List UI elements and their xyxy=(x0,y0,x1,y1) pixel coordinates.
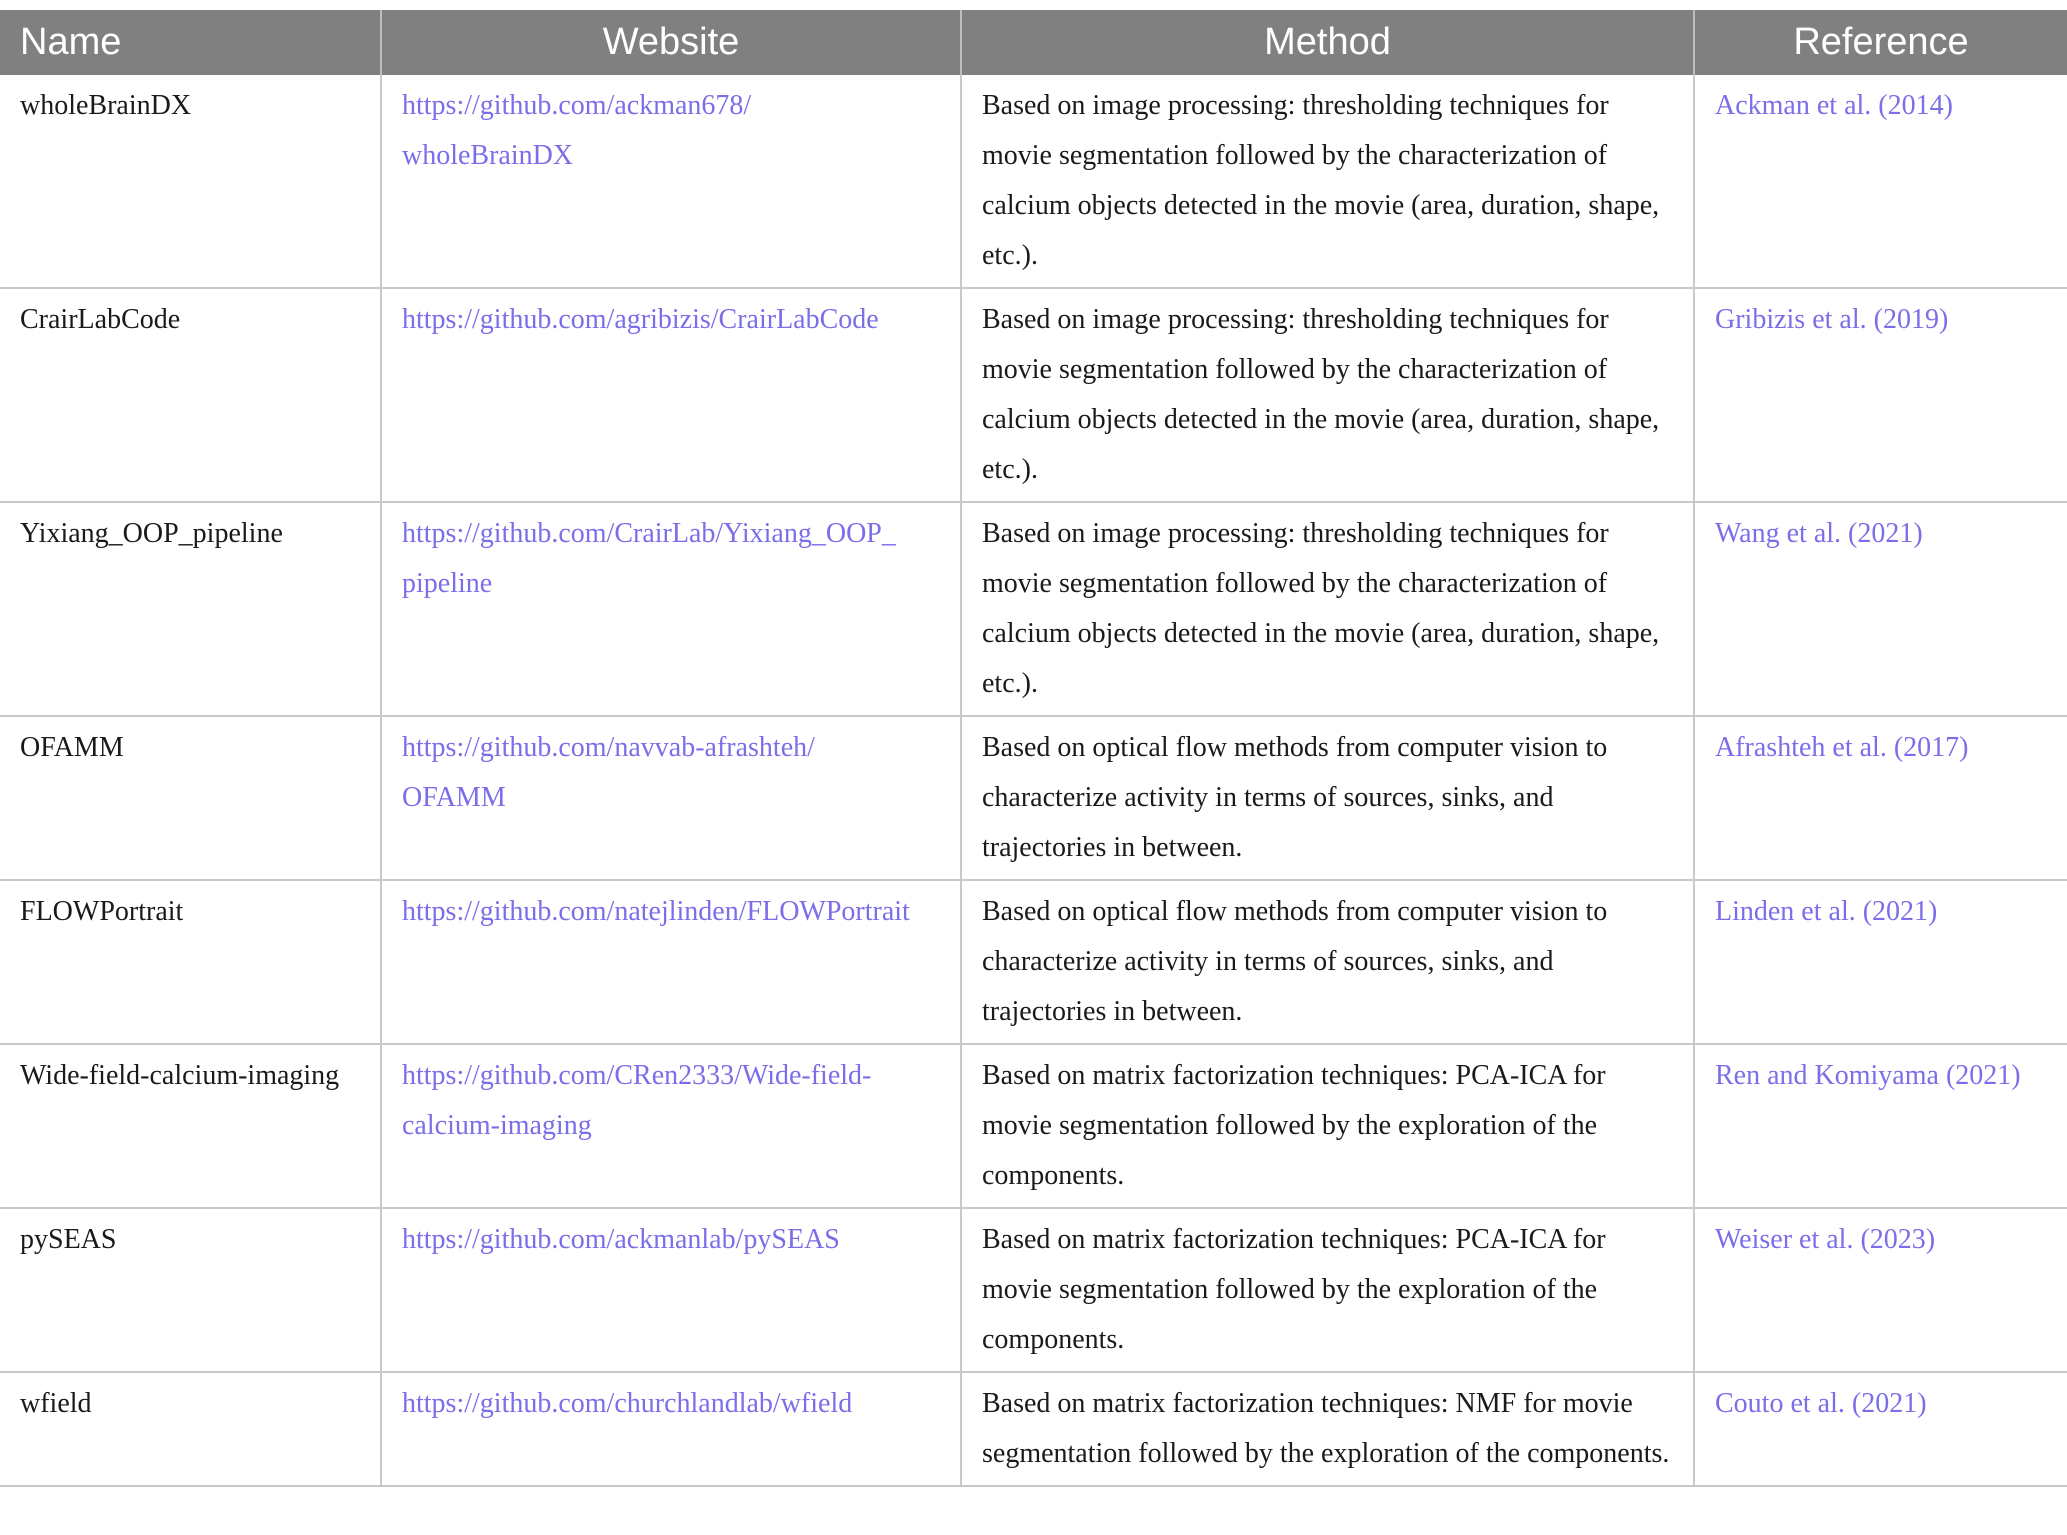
website-link-text: https://github.com/ackmanlab/pySEAS xyxy=(402,1224,840,1255)
website-link[interactable] xyxy=(402,887,940,937)
table-row xyxy=(0,880,2067,1044)
cell-method: Based on matrix factorization techniques: PCA-ICA for movie segmentation followed by the exploration of the components. xyxy=(961,1044,1694,1208)
cell-website xyxy=(381,75,961,288)
website-link-text: https://github.com/agribizis/CrairLabCode xyxy=(402,304,879,335)
website-link-text: https://github.com/CRen2333/Wide-field- xyxy=(402,1060,872,1091)
website-link-text: calcium-imaging xyxy=(402,1110,592,1141)
cell-name: pySEAS xyxy=(0,1208,381,1372)
cell-website xyxy=(381,288,961,502)
table-row xyxy=(0,1208,2067,1372)
website-link[interactable] xyxy=(402,1051,940,1151)
cell-reference xyxy=(1694,1372,2067,1486)
website-link-text: https://github.com/navvab-afrashteh/ xyxy=(402,732,815,763)
cell-name: CrairLabCode xyxy=(0,288,381,502)
cell-name: Yixiang_OOP_pipeline xyxy=(0,502,381,716)
cell-reference xyxy=(1694,75,2067,288)
table-row xyxy=(0,1044,2067,1208)
header-reference: Reference xyxy=(1694,10,2067,75)
cell-website xyxy=(381,880,961,1044)
cell-name: FLOWPortrait xyxy=(0,880,381,1044)
table-row xyxy=(0,75,2067,288)
website-link-text: pipeline xyxy=(402,568,493,599)
cell-name: wfield xyxy=(0,1372,381,1486)
table-body xyxy=(0,75,2067,1486)
website-link-text: https://github.com/CrairLab/Yixiang_OOP_ xyxy=(402,518,896,549)
cell-method: Based on optical flow methods from computer vision to characterize activity in terms of sources, sinks, and trajectories in between. xyxy=(961,880,1694,1044)
cell-method: Based on optical flow methods from computer vision to characterize activity in terms of sources, sinks, and trajectories in between. xyxy=(961,716,1694,880)
website-link[interactable] xyxy=(402,509,940,609)
cell-method: Based on matrix factorization techniques: PCA-ICA for movie segmentation followed by the exploration of the components. xyxy=(961,1208,1694,1372)
reference-link[interactable]: Couto et al. (2021) xyxy=(1715,1388,1927,1419)
reference-link[interactable]: Gribizis et al. (2019) xyxy=(1715,304,1949,335)
reference-link[interactable]: Wang et al. (2021) xyxy=(1715,518,1923,549)
cell-website xyxy=(381,716,961,880)
reference-link[interactable]: Linden et al. (2021) xyxy=(1715,896,1938,927)
header-name: Name xyxy=(0,10,381,75)
table-row xyxy=(0,288,2067,502)
website-link[interactable] xyxy=(402,1379,940,1429)
cell-reference xyxy=(1694,1044,2067,1208)
reference-link[interactable]: Ren and Komiyama (2021) xyxy=(1715,1060,2021,1091)
website-link[interactable] xyxy=(402,81,940,181)
website-link-text: wholeBrainDX xyxy=(402,140,574,171)
cell-reference xyxy=(1694,502,2067,716)
cell-method: Based on image processing: thresholding techniques for movie segmentation followed by the characterization of calcium objects detected in the movie (area, duration, shape, etc.). xyxy=(961,502,1694,716)
cell-method: Based on image processing: thresholding techniques for movie segmentation followed by the characterization of calcium objects detected in the movie (area, duration, shape, etc.). xyxy=(961,75,1694,288)
cell-website xyxy=(381,1208,961,1372)
header-website: Website xyxy=(381,10,961,75)
cell-website xyxy=(381,1044,961,1208)
website-link-text: OFAMM xyxy=(402,782,506,813)
website-link[interactable] xyxy=(402,723,940,823)
cell-name: Wide-field-calcium-imaging xyxy=(0,1044,381,1208)
table-row xyxy=(0,1372,2067,1486)
reference-link[interactable]: Weiser et al. (2023) xyxy=(1715,1224,1936,1255)
table-row xyxy=(0,716,2067,880)
website-link[interactable] xyxy=(402,1215,940,1265)
cell-method: Based on image processing: thresholding techniques for movie segmentation followed by the characterization of calcium objects detected in the movie (area, duration, shape, etc.). xyxy=(961,288,1694,502)
cell-reference xyxy=(1694,288,2067,502)
header-method: Method xyxy=(961,10,1694,75)
website-link-text: https://github.com/natejlinden/FLOWPortrait xyxy=(402,896,910,927)
table-row xyxy=(0,502,2067,716)
cell-method: Based on matrix factorization techniques: NMF for movie segmentation followed by the exploration of the components. xyxy=(961,1372,1694,1486)
website-link[interactable] xyxy=(402,295,940,345)
cell-website xyxy=(381,502,961,716)
reference-link[interactable]: Ackman et al. (2014) xyxy=(1715,90,1953,121)
cell-reference xyxy=(1694,1208,2067,1372)
website-link-text: https://github.com/ackman678/ xyxy=(402,90,752,121)
reference-link[interactable]: Afrashteh et al. (2017) xyxy=(1715,732,1969,763)
website-link-text: https://github.com/churchlandlab/wfield xyxy=(402,1388,853,1419)
cell-website xyxy=(381,1372,961,1486)
cell-name: OFAMM xyxy=(0,716,381,880)
cell-reference xyxy=(1694,880,2067,1044)
tools-table xyxy=(0,10,2067,1487)
table-header-row xyxy=(0,10,2067,75)
cell-reference xyxy=(1694,716,2067,880)
cell-name: wholeBrainDX xyxy=(0,75,381,288)
